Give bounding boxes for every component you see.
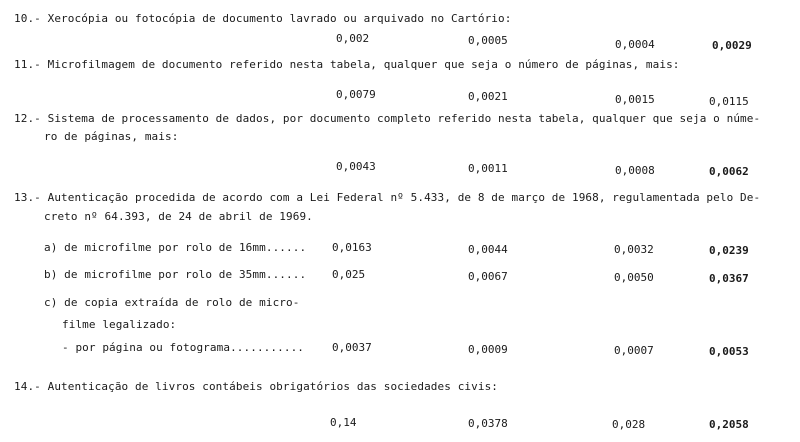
item-13a-label: a) de microfilme por rolo de 16mm...... bbox=[44, 241, 307, 254]
item-12-value-2: 0,0011 bbox=[468, 162, 508, 175]
item-10-value-2: 0,0005 bbox=[468, 34, 508, 47]
item-13c-value-1: 0,0037 bbox=[332, 341, 372, 354]
item-13b-value-1: 0,025 bbox=[332, 268, 366, 281]
item-13c-label-line-3: - por página ou fotograma........... bbox=[62, 341, 305, 354]
item-10-text: 10.- Xerocópia ou fotocópia de documento lavrado ou arquivado no Cartório: bbox=[14, 12, 512, 25]
item-13b-value-total: 0,0367 bbox=[709, 272, 749, 285]
item-13a-value-1: 0,0163 bbox=[332, 241, 372, 254]
item-11-value-2: 0,0021 bbox=[468, 90, 508, 103]
item-12-text-line-1: 12.- Sistema de processamento de dados, por documento completo referido nesta tabela, qualquer que seja o núme- bbox=[14, 112, 761, 125]
item-14-value-total: 0,2058 bbox=[709, 418, 749, 431]
item-12-value-3: 0,0008 bbox=[615, 164, 655, 177]
item-14-value-1: 0,14 bbox=[330, 416, 357, 429]
item-13b-value-2: 0,0067 bbox=[468, 270, 508, 283]
item-14-value-2: 0,0378 bbox=[468, 417, 508, 430]
item-13c-value-total: 0,0053 bbox=[709, 345, 749, 358]
item-13b-label: b) de microfilme por rolo de 35mm...... bbox=[44, 268, 307, 281]
item-14-value-3: 0,028 bbox=[612, 418, 646, 431]
item-11-text: 11.- Microfilmagem de documento referido nesta tabela, qualquer que seja o número de páginas, mais: bbox=[14, 58, 680, 71]
item-14-text: 14.- Autenticação de livros contábeis obrigatórios das sociedades civis: bbox=[14, 380, 499, 393]
item-13-text-line-2: creto nº 64.393, de 24 de abril de 1969. bbox=[44, 210, 313, 223]
item-13c-value-3: 0,0007 bbox=[614, 344, 654, 357]
item-13c-value-2: 0,0009 bbox=[468, 343, 508, 356]
item-12-value-1: 0,0043 bbox=[336, 160, 376, 173]
item-12-text-line-2: ro de páginas, mais: bbox=[44, 130, 179, 143]
item-13c-label-line-1: c) de copia extraída de rolo de micro- bbox=[44, 296, 300, 309]
item-13a-value-2: 0,0044 bbox=[468, 243, 508, 256]
item-10-value-3: 0,0004 bbox=[615, 38, 655, 51]
item-13c-label-line-2: filme legalizado: bbox=[62, 318, 177, 331]
item-11-value-3: 0,0015 bbox=[615, 93, 655, 106]
item-13a-value-3: 0,0032 bbox=[614, 243, 654, 256]
item-10-value-1: 0,002 bbox=[336, 32, 370, 45]
item-13a-value-total: 0,0239 bbox=[709, 244, 749, 257]
item-10-value-total: 0,0029 bbox=[712, 39, 752, 52]
item-11-value-total: 0,0115 bbox=[709, 95, 749, 108]
item-13-text-line-1: 13.- Autenticação procedida de acordo com a Lei Federal nº 5.433, de 8 de março de 1968, regulamentada pelo De- bbox=[14, 191, 761, 204]
item-13b-value-3: 0,0050 bbox=[614, 271, 654, 284]
item-12-value-total: 0,0062 bbox=[709, 165, 749, 178]
item-11-value-1: 0,0079 bbox=[336, 88, 376, 101]
